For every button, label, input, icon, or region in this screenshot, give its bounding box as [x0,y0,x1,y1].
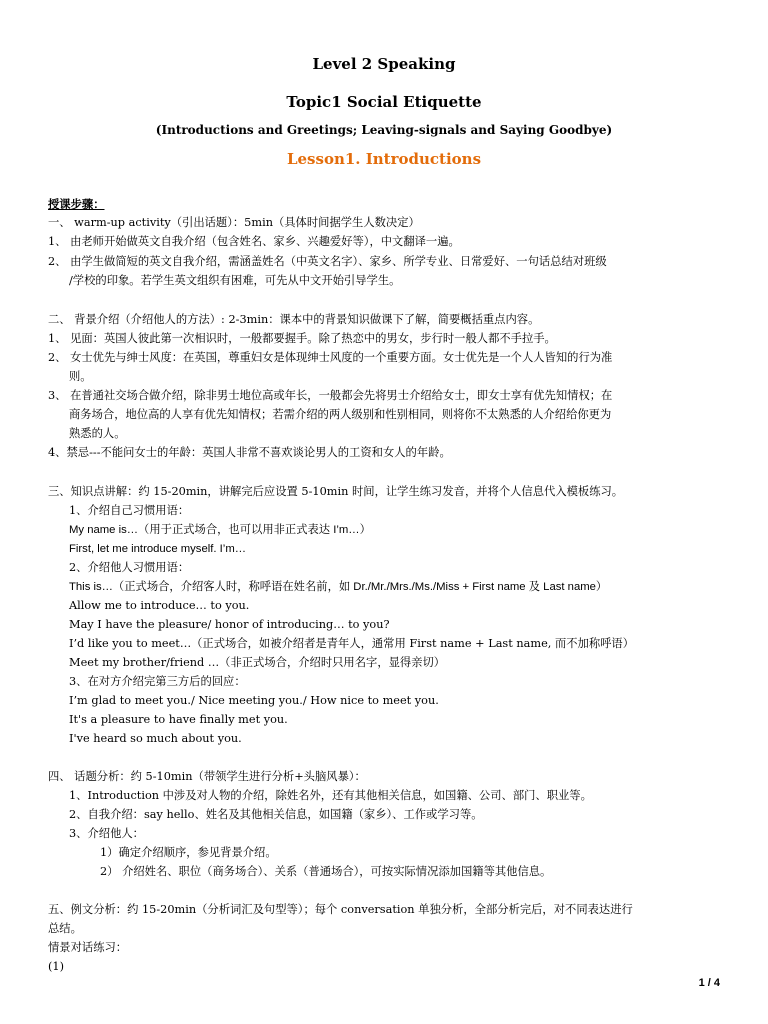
section-3-phrase-1a: My name is…（用于正式场合，也可以用非正式表达 I’m…） [69,524,371,536]
section-2-item-3-cont-1: 商务场合，地位高的人享有优先知情权；若需介绍的两人级别和性别相同，则将你不太熟悉的人介绍给你更为 [69,408,612,421]
section-3-phrase-2d: I’d like you to meet…（正式场合，如被介绍者是青年人，通常用 First name + Last name, 而不加称呼语） [69,637,635,650]
section-2-item-3: 3、 在普通社交场合做介绍，除非男士地位高或年长，一般都会先将男士介绍给女士，即女士享有优先知情权；在 [48,389,613,402]
section-3-phrase-3c: I've heard so much about you. [69,732,242,745]
topic-subtitle: (Introductions and Greetings; Leaving-signals and Saying Goodbye) [155,123,613,137]
section-5-title-cont: 总结。 [48,922,82,935]
section-3-sub-1: 1、介绍自己习惯用语： [69,504,190,517]
section-4-item-3: 3、介绍他人： [69,827,144,840]
section-4-title: 四、 话题分析：约 5-10min（带领学生进行分析+头脑风暴）： [48,770,366,783]
steps-heading: 授课步骤： [48,197,105,211]
topic-title: Topic1 Social Etiquette [286,93,482,111]
section-1-item-2-cont: /学校的印象。若学生英文组织有困难，可先从中文开始引导学生。 [69,274,401,287]
section-5-title: 五、例文分析：约 15-20min（分析词汇及句型等）；每个 conversation 单独分析，全部分析完后，对不同表达进行 [48,903,633,916]
section-3-title: 三、知识点讲解：约 15-20min，讲解完后应设置 5-10min 时间，让学生练习发音，并将个人信息代入模板练习。 [48,485,624,498]
section-3-phrase-2c: May I have the pleasure/ honor of introducing… to you? [69,618,390,631]
dialogue-number: (1) [48,960,65,973]
section-4-item-1: 1、Introduction 中涉及对人物的介绍，除姓名外，还有其他相关信息，如国籍、公司、部门、职业等。 [69,789,592,802]
section-2-title: 二、 背景介绍（介绍他人的方法）: 2-3min：课本中的背景知识做课下了解，简要概括重点内容。 [48,313,540,326]
section-3-phrase-2e: Meet my brother/friend …（非正式场合，介绍时只用名字，显得亲切） [69,656,446,669]
section-2-item-1: 1、 见面：英国人彼此第一次相识时，一般都要握手。除了热恋中的男女，步行时一般人都不手拉手。 [48,332,556,345]
dialogue-practice-label: 情景对话练习： [48,941,128,954]
section-3-phrase-1b: First, let me introduce myself. I’m… [69,543,247,555]
level-title: Level 2 Speaking [312,55,456,73]
page-number: 1 / 4 [698,977,720,989]
section-3-phrase-3a: I’m glad to meet you./ Nice meeting you./ How nice to meet you. [69,694,439,707]
section-4-item-3a: 1）确定介绍顺序，参见背景介绍。 [100,846,277,859]
section-3-sub-3: 3、在对方介绍完第三方后的回应： [69,675,246,688]
section-3-phrase-2b: Allow me to introduce… to you. [69,599,250,612]
section-2-item-2: 2、 女士优先与绅士风度：在英国，尊重妇女是体现绅士风度的一个重要方面。女士优先是一个人人皆知的行为准 [48,351,613,364]
section-2-item-2-cont: 则。 [69,370,92,383]
section-3-phrase-2a: This is…（正式场合，介绍客人时，称呼语在姓名前，如 Dr./Mr./Mrs./Ms./Miss + First name 及 Last name） [69,581,608,593]
section-1-item-2: 2、 由学生做简短的英文自我介绍，需涵盖姓名（中英文名字）、家乡、所学专业、日常爱好、一句话总结对班级 [48,255,607,268]
section-1-title: 一、 warm-up activity（引出话题）：5min（具体时间据学生人数决定） [48,216,420,229]
section-4-item-3b: 2） 介绍姓名、职位（商务场合）、关系（普通场合），可按实际情况添加国籍等其他信息。 [100,865,552,878]
section-4-item-2: 2、自我介绍：say hello、姓名及其他相关信息，如国籍（家乡）、工作或学习等。 [69,808,483,821]
lesson-title: Lesson1. Introductions [286,150,482,168]
section-1-item-1: 1、 由老师开始做英文自我介绍（包含姓名、家乡、兴趣爱好等），中文翻译一遍。 [48,235,460,248]
section-3-sub-2: 2、介绍他人习惯用语： [69,561,190,574]
section-3-phrase-3b: It's a pleasure to have finally met you. [69,713,288,726]
section-2-item-3-cont-2: 熟悉的人。 [69,427,126,440]
section-2-item-4: 4、禁忌---不能问女士的年龄：英国人非常不喜欢谈论男人的工资和女人的年龄。 [48,446,451,459]
